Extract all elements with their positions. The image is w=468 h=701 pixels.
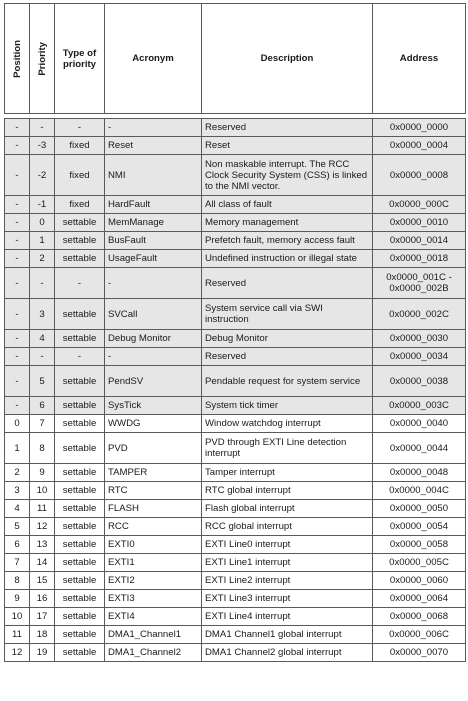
cell-type-of-priority: fixed	[55, 137, 105, 155]
header-position: Position	[5, 4, 30, 114]
cell-description: System tick timer	[202, 397, 373, 415]
cell-address: 0x0000_0030	[373, 330, 466, 348]
cell-type-of-priority: settable	[55, 232, 105, 250]
cell-address: 0x0000_0058	[373, 536, 466, 554]
cell-address: 0x0000_0064	[373, 590, 466, 608]
cell-description: System service call via SWI instruction	[202, 299, 373, 330]
cell-address: 0x0000_0038	[373, 366, 466, 397]
cell-acronym: Reset	[105, 137, 202, 155]
cell-type-of-priority: settable	[55, 250, 105, 268]
cell-priority: -	[30, 348, 55, 366]
cell-type-of-priority: settable	[55, 299, 105, 330]
cell-priority: 1	[30, 232, 55, 250]
cell-position: -	[5, 250, 30, 268]
table-row	[5, 268, 466, 299]
header-type-of-priority: Type of priority	[55, 4, 105, 114]
table-row	[5, 433, 466, 464]
cell-acronym: HardFault	[105, 196, 202, 214]
cell-address: 0x0000_0070	[373, 644, 466, 662]
cell-position: -	[5, 397, 30, 415]
cell-priority: 16	[30, 590, 55, 608]
table-row	[5, 348, 466, 366]
cell-description: Undefined instruction or illegal state	[202, 250, 373, 268]
cell-type-of-priority: settable	[55, 397, 105, 415]
cell-address: 0x0000_0000	[373, 119, 466, 137]
cell-address: 0x0000_006C	[373, 626, 466, 644]
cell-acronym: -	[105, 348, 202, 366]
cell-address: 0x0000_0054	[373, 518, 466, 536]
table-row	[5, 518, 466, 536]
cell-position: 11	[5, 626, 30, 644]
cell-description: Reserved	[202, 119, 373, 137]
cell-address: 0x0000_0008	[373, 155, 466, 196]
cell-acronym: PendSV	[105, 366, 202, 397]
cell-priority: 3	[30, 299, 55, 330]
cell-acronym: SVCall	[105, 299, 202, 330]
cell-acronym: -	[105, 119, 202, 137]
cell-type-of-priority: settable	[55, 482, 105, 500]
cell-acronym: UsageFault	[105, 250, 202, 268]
cell-acronym: NMI	[105, 155, 202, 196]
cell-address: 0x0000_0018	[373, 250, 466, 268]
cell-description: Window watchdog interrupt	[202, 415, 373, 433]
cell-priority: 9	[30, 464, 55, 482]
cell-type-of-priority: settable	[55, 554, 105, 572]
cell-position: -	[5, 119, 30, 137]
cell-position: -	[5, 155, 30, 196]
cell-description: Reserved	[202, 348, 373, 366]
cell-acronym: MemManage	[105, 214, 202, 232]
cell-priority: 13	[30, 536, 55, 554]
cell-description: EXTI Line3 interrupt	[202, 590, 373, 608]
cell-position: -	[5, 348, 30, 366]
cell-description: DMA1 Channel1 global interrupt	[202, 626, 373, 644]
cell-priority: 8	[30, 433, 55, 464]
cell-priority: 11	[30, 500, 55, 518]
cell-type-of-priority: settable	[55, 644, 105, 662]
cell-type-of-priority: -	[55, 119, 105, 137]
cell-type-of-priority: fixed	[55, 196, 105, 214]
cell-priority: -	[30, 268, 55, 299]
header-address: Address	[373, 4, 466, 114]
cell-address: 0x0000_0004	[373, 137, 466, 155]
table-row	[5, 232, 466, 250]
cell-position: 8	[5, 572, 30, 590]
table-row	[5, 626, 466, 644]
cell-position: 4	[5, 500, 30, 518]
cell-type-of-priority: settable	[55, 608, 105, 626]
table-row	[5, 572, 466, 590]
cell-position: 3	[5, 482, 30, 500]
cell-description: Memory management	[202, 214, 373, 232]
table-row	[5, 554, 466, 572]
cell-type-of-priority: settable	[55, 626, 105, 644]
cell-description: Tamper interrupt	[202, 464, 373, 482]
cell-acronym: EXTI3	[105, 590, 202, 608]
table-row	[5, 366, 466, 397]
table-row	[5, 214, 466, 232]
cell-type-of-priority: settable	[55, 464, 105, 482]
cell-address: 0x0000_000C	[373, 196, 466, 214]
cell-description: All class of fault	[202, 196, 373, 214]
cell-priority: -1	[30, 196, 55, 214]
cell-type-of-priority: -	[55, 348, 105, 366]
cell-priority: 18	[30, 626, 55, 644]
table-row	[5, 299, 466, 330]
cell-type-of-priority: settable	[55, 590, 105, 608]
cell-position: -	[5, 232, 30, 250]
cell-acronym: RCC	[105, 518, 202, 536]
cell-description: EXTI Line4 interrupt	[202, 608, 373, 626]
cell-position: 6	[5, 536, 30, 554]
cell-address: 0x0000_005C	[373, 554, 466, 572]
cell-description: Reserved	[202, 268, 373, 299]
cell-type-of-priority: settable	[55, 518, 105, 536]
table-row	[5, 500, 466, 518]
cell-acronym: SysTick	[105, 397, 202, 415]
cell-address: 0x0000_003C	[373, 397, 466, 415]
cell-description: PVD through EXTI Line detection interrupt	[202, 433, 373, 464]
cell-acronym: PVD	[105, 433, 202, 464]
table-row	[5, 397, 466, 415]
table-row	[5, 608, 466, 626]
cell-description: RCC global interrupt	[202, 518, 373, 536]
cell-type-of-priority: settable	[55, 572, 105, 590]
cell-position: 5	[5, 518, 30, 536]
cell-description: EXTI Line0 interrupt	[202, 536, 373, 554]
cell-description: RTC global interrupt	[202, 482, 373, 500]
cell-acronym: FLASH	[105, 500, 202, 518]
cell-acronym: BusFault	[105, 232, 202, 250]
cell-description: Flash global interrupt	[202, 500, 373, 518]
cell-position: 12	[5, 644, 30, 662]
cell-type-of-priority: settable	[55, 433, 105, 464]
cell-position: 7	[5, 554, 30, 572]
cell-priority: 15	[30, 572, 55, 590]
header-description: Description	[202, 4, 373, 114]
cell-address: 0x0000_002C	[373, 299, 466, 330]
cell-description: Reset	[202, 137, 373, 155]
cell-acronym: EXTI4	[105, 608, 202, 626]
cell-type-of-priority: settable	[55, 500, 105, 518]
table-row	[5, 330, 466, 348]
cell-address: 0x0000_0044	[373, 433, 466, 464]
table-row	[5, 137, 466, 155]
cell-priority: 12	[30, 518, 55, 536]
cell-acronym: WWDG	[105, 415, 202, 433]
cell-priority: 17	[30, 608, 55, 626]
cell-description: EXTI Line1 interrupt	[202, 554, 373, 572]
header-priority: Priority	[30, 4, 55, 114]
cell-acronym: DMA1_Channel2	[105, 644, 202, 662]
cell-address: 0x0000_0068	[373, 608, 466, 626]
table-row	[5, 464, 466, 482]
cell-description: EXTI Line2 interrupt	[202, 572, 373, 590]
cell-priority: -	[30, 119, 55, 137]
cell-priority: -3	[30, 137, 55, 155]
table-row	[5, 590, 466, 608]
cell-address: 0x0000_0050	[373, 500, 466, 518]
cell-description: DMA1 Channel2 global interrupt	[202, 644, 373, 662]
cell-priority: 0	[30, 214, 55, 232]
table-row	[5, 644, 466, 662]
cell-priority: 7	[30, 415, 55, 433]
cell-priority: -2	[30, 155, 55, 196]
cell-position: 1	[5, 433, 30, 464]
cell-position: -	[5, 137, 30, 155]
cell-position: 9	[5, 590, 30, 608]
table-body	[5, 114, 466, 662]
cell-description: Non maskable interrupt. The RCC Clock Security System (CSS) is linked to the NMI vector.	[202, 155, 373, 196]
table-row	[5, 155, 466, 196]
cell-priority: 5	[30, 366, 55, 397]
cell-acronym: -	[105, 268, 202, 299]
cell-priority: 2	[30, 250, 55, 268]
cell-position: 10	[5, 608, 30, 626]
cell-position: 0	[5, 415, 30, 433]
cell-address: 0x0000_0034	[373, 348, 466, 366]
cell-position: -	[5, 196, 30, 214]
cell-acronym: EXTI1	[105, 554, 202, 572]
table-row	[5, 415, 466, 433]
cell-type-of-priority: settable	[55, 366, 105, 397]
cell-description: Debug Monitor	[202, 330, 373, 348]
cell-type-of-priority: settable	[55, 536, 105, 554]
cell-acronym: TAMPER	[105, 464, 202, 482]
table-row	[5, 536, 466, 554]
cell-priority: 14	[30, 554, 55, 572]
table-row	[5, 119, 466, 137]
cell-description: Pendable request for system service	[202, 366, 373, 397]
cell-position: 2	[5, 464, 30, 482]
header-acronym: Acronym	[105, 4, 202, 114]
cell-position: -	[5, 299, 30, 330]
cell-type-of-priority: fixed	[55, 155, 105, 196]
cell-priority: 10	[30, 482, 55, 500]
cell-address: 0x0000_0048	[373, 464, 466, 482]
table-row	[5, 196, 466, 214]
cell-address: 0x0000_0010	[373, 214, 466, 232]
header-row	[5, 4, 466, 114]
cell-address: 0x0000_0060	[373, 572, 466, 590]
vector-table	[4, 3, 466, 662]
cell-priority: 19	[30, 644, 55, 662]
cell-address: 0x0000_004C	[373, 482, 466, 500]
cell-type-of-priority: settable	[55, 415, 105, 433]
cell-description: Prefetch fault, memory access fault	[202, 232, 373, 250]
cell-position: -	[5, 366, 30, 397]
cell-type-of-priority: settable	[55, 214, 105, 232]
cell-address: 0x0000_0040	[373, 415, 466, 433]
cell-position: -	[5, 330, 30, 348]
cell-acronym: EXTI2	[105, 572, 202, 590]
cell-acronym: EXTI0	[105, 536, 202, 554]
cell-type-of-priority: -	[55, 268, 105, 299]
cell-acronym: DMA1_Channel1	[105, 626, 202, 644]
cell-priority: 4	[30, 330, 55, 348]
cell-acronym: RTC	[105, 482, 202, 500]
cell-position: -	[5, 214, 30, 232]
cell-type-of-priority: settable	[55, 330, 105, 348]
cell-position: -	[5, 268, 30, 299]
table-row	[5, 250, 466, 268]
cell-acronym: Debug Monitor	[105, 330, 202, 348]
cell-address: 0x0000_001C - 0x0000_002B	[373, 268, 466, 299]
table-row	[5, 482, 466, 500]
cell-address: 0x0000_0014	[373, 232, 466, 250]
cell-priority: 6	[30, 397, 55, 415]
